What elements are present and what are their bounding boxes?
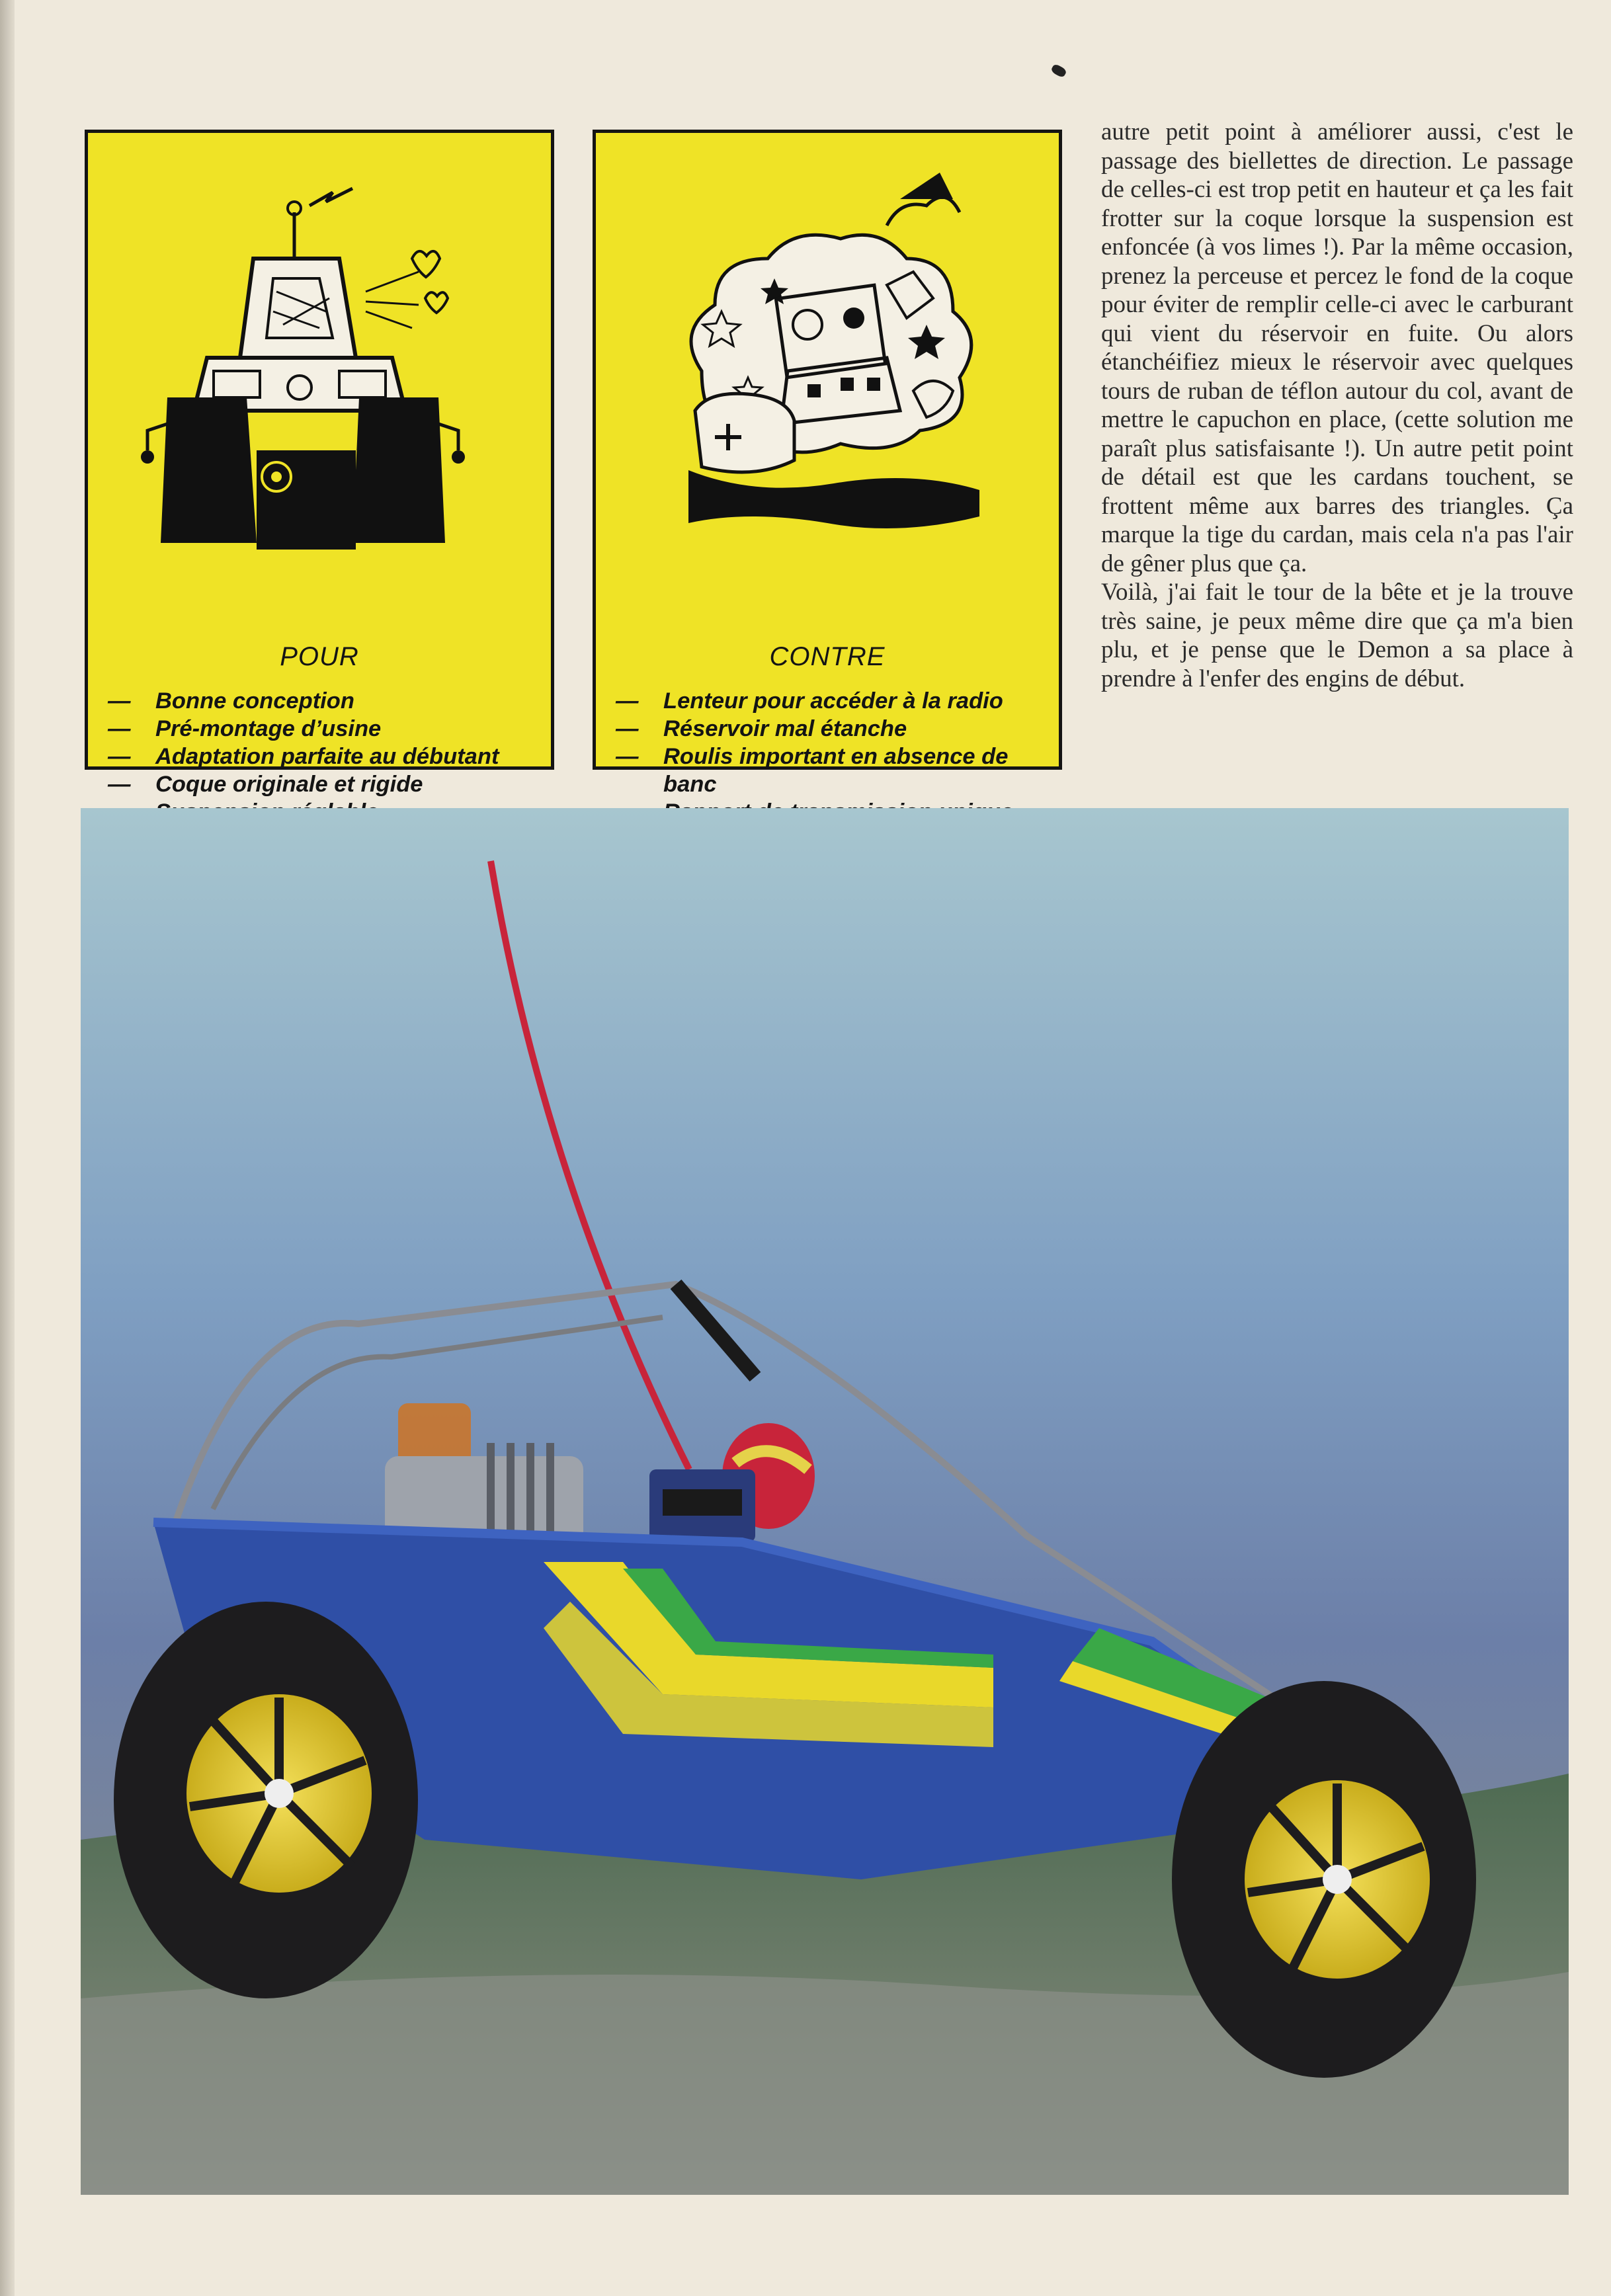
page-edge — [0, 0, 15, 2296]
bullet-dash: — — [616, 688, 639, 714]
article-paragraph: Voilà, j'ai fait le tour de la bête et je la trouve très saine, je peux même dire que ça m'a bien plu, et je pense que le Demon a sa place à prendre à l'enfer des engins de début. — [1101, 579, 1573, 692]
bullet-dash: — — [108, 716, 131, 741]
list-item-text: Pré-montage d’usine — [155, 716, 382, 741]
bullet-dash: — — [108, 744, 131, 769]
list-item — [108, 770, 535, 798]
list-item-text: Roulis important en absence de banc — [663, 744, 1009, 797]
list-item — [108, 743, 535, 770]
contre-box — [593, 130, 1062, 797]
list-item-text: Coque originale et rigide — [155, 772, 423, 797]
buggy-photo-drawing — [81, 808, 1569, 2195]
list-item — [616, 743, 1043, 798]
bullet-dash: — — [108, 688, 131, 714]
bullet-dash: — — [616, 744, 639, 769]
list-item-text: Bonne conception — [155, 688, 354, 714]
list-item-text: Lenteur pour accéder à la radio — [663, 688, 1003, 714]
wrecked-buggy-illustration — [649, 159, 1006, 622]
contre-title: CONTRE — [769, 642, 886, 671]
list-item — [616, 715, 1043, 743]
list-item — [616, 687, 1043, 715]
bullet-dash: — — [616, 716, 639, 741]
happy-buggy-illustration — [141, 159, 498, 622]
pour-title: POUR — [280, 642, 359, 671]
bullet-dash: — — [108, 772, 131, 797]
list-item — [108, 715, 535, 743]
pour-box — [85, 130, 554, 797]
list-item-text: Réservoir mal étanche — [663, 716, 907, 741]
buggy-photo — [81, 808, 1569, 2195]
article-paragraph: autre petit point à améliorer aussi, c'est le passage des biellettes de direction. Le passage de celles-ci est trop petit en hauteur et ça les fait frotter sur la coque lorsque la suspension est enfoncée (à vos limes !). Par la même occasion, prenez la perceuse et percez le fond de la coque pour éviter de remplir celle-ci avec le carburant qui vient du réservoir en fuite. Ou alors étanchéifiez mieux le réservoir avec quelques tours de ruban de téflon autour du col, avant de mettre le capuchon en place, (cette solution me paraît plus satisfaisante !). Un autre petit point de détail est que les cardans touchent, se frottent même aux barres des triangles. Ça marque la tige du cardan, mais cela n'a pas l'air de gêner plus que ça. — [1101, 118, 1573, 577]
article-text — [1101, 118, 1573, 693]
list-item — [108, 687, 535, 715]
ink-smudge — [1050, 63, 1067, 78]
list-item-text: Adaptation parfaite au débutant — [155, 744, 499, 769]
